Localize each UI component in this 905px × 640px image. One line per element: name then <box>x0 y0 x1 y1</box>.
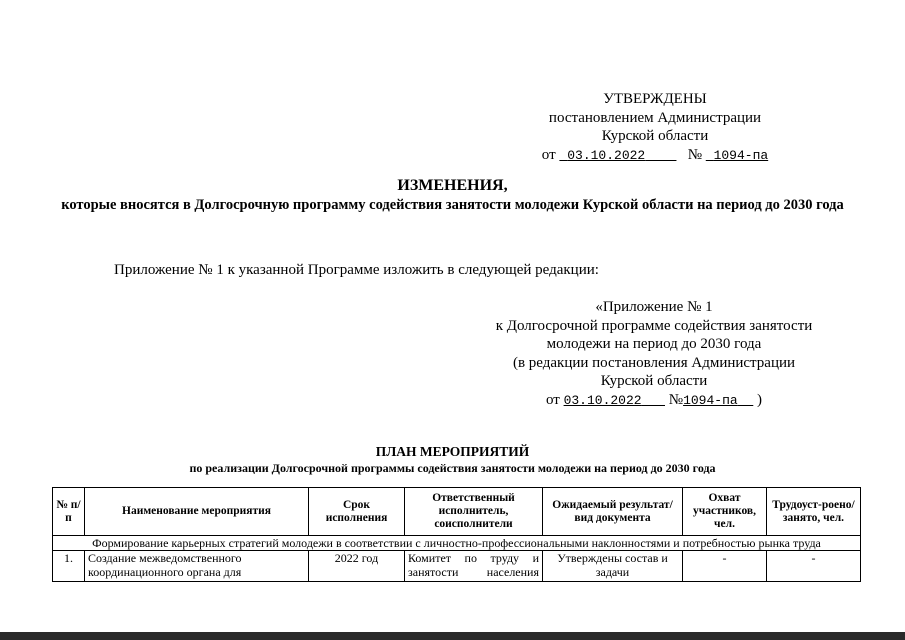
table-section-row <box>53 536 861 551</box>
header-term: Срок исполнения <box>309 488 405 536</box>
annex-number: 1094-па <box>683 392 738 408</box>
annex-line-3: молодежи на период до 2030 года <box>546 336 762 352</box>
approval-date-prefix: от <box>541 146 556 163</box>
scan-edge <box>0 632 905 640</box>
row-responsible: Комитет по труду и занятости населения <box>405 551 543 582</box>
header-result: Ожидаемый результат/вид документа <box>543 488 683 536</box>
annex-number-prefix: № <box>668 391 684 408</box>
approval-heading: УТВЕРЖДЕНЫ <box>603 91 707 107</box>
document-title-main: ИЗМЕНЕНИЯ, <box>397 177 508 194</box>
annex-line-4: (в редакции постановления Администрации <box>512 354 796 371</box>
document-title-subtitle: которые вносятся в Долгосрочную программу содействия занятости молодежи Курской области на период до 2030 года <box>61 197 844 213</box>
table-row <box>53 551 861 582</box>
header-employed: Трудоуст-роено/занято, чел. <box>767 488 861 536</box>
row-num: 1. <box>53 551 85 582</box>
row-name: Создание межведомственного координационного органа для <box>85 551 309 582</box>
header-num: № п/п <box>53 488 85 536</box>
annex-date-prefix: от <box>545 391 560 408</box>
annex-line-2: к Долгосрочной программе содействия занятости <box>495 317 813 334</box>
row-coverage: - <box>683 551 767 582</box>
document-title <box>40 176 865 214</box>
annex-date-line <box>470 391 838 411</box>
plan-table <box>52 487 861 582</box>
approval-line-2: Курской области <box>601 128 709 144</box>
header-responsible: Ответственный исполнитель, соисполнители <box>405 488 543 536</box>
plan-subtitle: по реализации Долгосрочной программы содействия занятости молодежи на период до 2030 года <box>189 461 716 475</box>
row-term: 2022 год <box>309 551 405 582</box>
annex-block <box>470 298 838 410</box>
approval-date: 03.10.2022 <box>567 147 646 163</box>
annex-close: ) <box>757 391 763 408</box>
intro-text: Приложение № 1 к указанной Программе изложить в следующей редакции: <box>114 262 599 278</box>
plan-title: ПЛАН МЕРОПРИЯТИЙ <box>375 444 530 459</box>
approval-block <box>500 90 810 165</box>
header-coverage: Охват участников, чел. <box>683 488 767 536</box>
plan-title-block <box>40 443 865 476</box>
annex-date: 03.10.2022 <box>563 392 642 408</box>
table-header-row <box>53 488 861 536</box>
approval-number: 1094-па <box>713 147 769 163</box>
header-name: Наименование мероприятия <box>85 488 309 536</box>
row-result: Утверждены состав и задачи <box>543 551 683 582</box>
row-employed: - <box>767 551 861 582</box>
approval-date-line <box>500 146 810 166</box>
annex-line-1: «Приложение № 1 <box>595 299 713 315</box>
annex-line-5: Курской области <box>600 373 708 389</box>
approval-number-prefix: № <box>687 146 703 163</box>
section-title: Формирование карьерных стратегий молодежи в соответствии с личностно-профессиональными наклонностями и потребностью рынка труда <box>53 536 861 551</box>
approval-line-1: постановлением Администрации <box>548 109 762 126</box>
